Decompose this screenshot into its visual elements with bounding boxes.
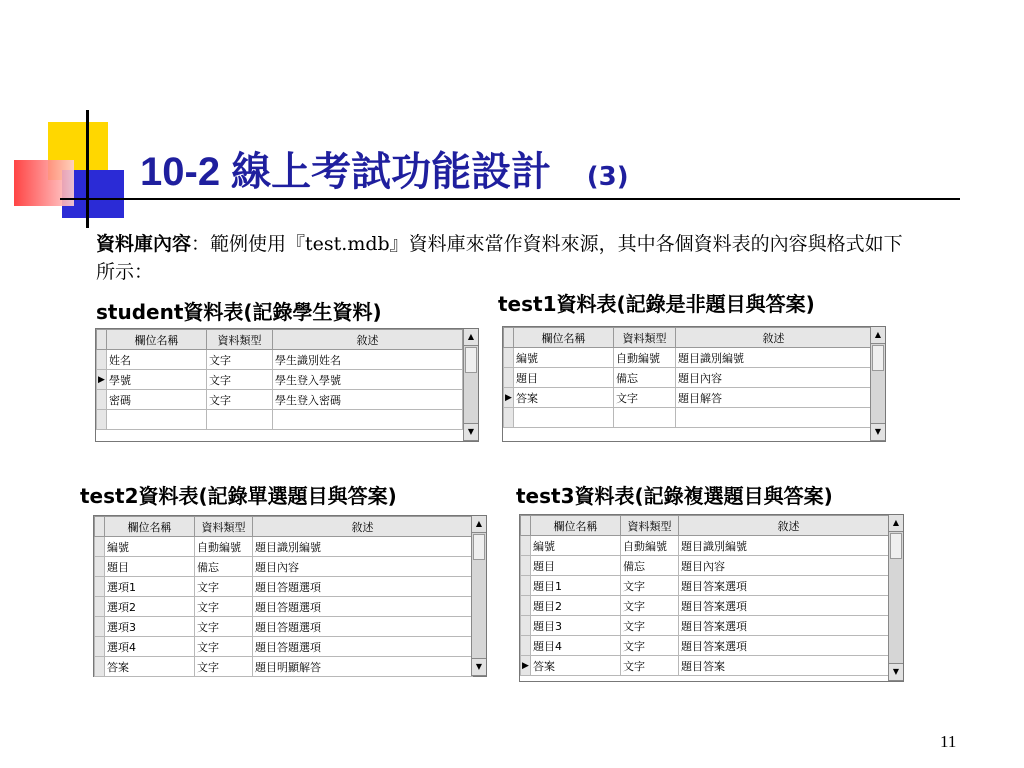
column-header[interactable]: 資料類型 — [195, 517, 253, 537]
table-row[interactable] — [95, 617, 473, 637]
column-header[interactable]: 欄位名稱 — [531, 516, 621, 536]
table-row[interactable] — [521, 616, 899, 636]
table-row[interactable] — [521, 556, 899, 576]
table-cell[interactable]: 文字 — [621, 636, 679, 656]
table-row[interactable] — [521, 576, 899, 596]
row-selector[interactable] — [97, 350, 107, 370]
table-cell[interactable]: 題目 — [531, 556, 621, 576]
column-header[interactable]: 欄位名稱 — [107, 330, 207, 350]
table-cell[interactable]: 題目答題選項 — [253, 637, 473, 657]
table-cell[interactable]: 學號 — [107, 370, 207, 390]
table-cell[interactable]: 文字 — [207, 350, 273, 370]
table-cell[interactable]: 文字 — [621, 656, 679, 676]
scroll-up-icon[interactable]: ▲ — [889, 515, 903, 532]
row-selector[interactable] — [521, 656, 531, 676]
table-cell[interactable]: 自動編號 — [195, 537, 253, 557]
caption-test2: test2資料表(記錄單選題目與答案) — [80, 484, 397, 508]
vertical-scrollbar[interactable] — [471, 516, 486, 676]
scroll-down-icon[interactable]: ▼ — [472, 658, 486, 676]
table-row[interactable] — [95, 657, 473, 677]
column-header[interactable]: 敘述 — [253, 517, 473, 537]
table-row[interactable] — [95, 537, 473, 557]
table-cell[interactable]: 題目1 — [531, 576, 621, 596]
page-number: 11 — [940, 732, 957, 751]
column-header[interactable]: 敘述 — [676, 328, 872, 348]
scroll-down-icon[interactable]: ▼ — [464, 423, 478, 441]
table-cell[interactable] — [207, 410, 273, 430]
table-cell[interactable]: 題目3 — [531, 616, 621, 636]
table-row[interactable] — [97, 370, 463, 390]
row-selector[interactable] — [95, 557, 105, 577]
table-cell[interactable] — [514, 408, 614, 428]
table-cell[interactable]: 題目識別編號 — [676, 348, 872, 368]
row-selector[interactable] — [504, 408, 514, 428]
intro-paragraph — [96, 230, 916, 286]
scroll-down-icon[interactable]: ▼ — [871, 423, 885, 441]
row-selector[interactable] — [95, 577, 105, 597]
table-cell[interactable]: 編號 — [514, 348, 614, 368]
scroll-down-icon[interactable]: ▼ — [889, 663, 903, 681]
column-header[interactable]: 資料類型 — [614, 328, 676, 348]
table-cell[interactable]: 選項3 — [105, 617, 195, 637]
table-cell[interactable]: 密碼 — [107, 390, 207, 410]
table-row[interactable] — [504, 368, 872, 388]
row-selector[interactable] — [521, 536, 531, 556]
table-cell[interactable]: 文字 — [614, 388, 676, 408]
table-cell[interactable]: 姓名 — [107, 350, 207, 370]
scroll-up-icon[interactable]: ▲ — [464, 329, 478, 346]
table-cell[interactable]: 題目識別編號 — [253, 537, 473, 557]
table-cell[interactable]: 題目答案選項 — [679, 576, 899, 596]
caption-test1: test1資料表(記錄是非題目與答案) — [498, 292, 815, 316]
table-cell[interactable]: 編號 — [105, 537, 195, 557]
table-cell[interactable]: 題目內容 — [676, 368, 872, 388]
row-selector[interactable] — [95, 617, 105, 637]
row-selector[interactable] — [521, 636, 531, 656]
table-cell[interactable]: 題目2 — [531, 596, 621, 616]
table-cell[interactable]: 自動編號 — [621, 536, 679, 556]
caption-test3: test3資料表(記錄複選題目與答案) — [516, 484, 833, 508]
table-cell[interactable]: 題目明顯解答 — [253, 657, 473, 677]
table-cell[interactable]: 文字 — [207, 370, 273, 390]
table-cell[interactable]: 答案 — [531, 656, 621, 676]
row-selector[interactable] — [504, 388, 514, 408]
table-cell[interactable]: 文字 — [207, 390, 273, 410]
table-cell[interactable]: 題目答題選項 — [253, 597, 473, 617]
table-row[interactable] — [97, 390, 463, 410]
table-row[interactable] — [95, 637, 473, 657]
table-row[interactable] — [504, 388, 872, 408]
table-row[interactable] — [504, 408, 872, 428]
table-cell[interactable]: 文字 — [195, 597, 253, 617]
table-row[interactable] — [521, 536, 899, 556]
table-cell[interactable]: 題目識別編號 — [679, 536, 899, 556]
row-selector[interactable] — [95, 657, 105, 677]
row-selector-header — [521, 516, 531, 536]
table-cell[interactable] — [614, 408, 676, 428]
column-header[interactable]: 敘述 — [273, 330, 463, 350]
table-row[interactable] — [521, 596, 899, 616]
table-row[interactable] — [95, 597, 473, 617]
table-cell[interactable] — [676, 408, 872, 428]
table-cell[interactable]: 題目解答 — [676, 388, 872, 408]
table-cell[interactable] — [107, 410, 207, 430]
table-cell[interactable]: 學生識別姓名 — [273, 350, 463, 370]
row-selector[interactable] — [521, 576, 531, 596]
title-main: 10-2 線上考試功能設計 — [140, 150, 552, 194]
table-cell[interactable]: 選項2 — [105, 597, 195, 617]
test1-table — [502, 326, 886, 442]
scroll-thumb[interactable] — [473, 534, 485, 560]
table-cell[interactable]: 題目 — [514, 368, 614, 388]
column-header[interactable]: 資料類型 — [621, 516, 679, 536]
table-cell[interactable]: 題目4 — [531, 636, 621, 656]
table-cell[interactable]: 文字 — [621, 616, 679, 636]
scroll-thumb[interactable] — [872, 345, 884, 371]
student-table — [95, 328, 479, 442]
table-cell[interactable]: 題目答題選項 — [253, 617, 473, 637]
table-cell[interactable]: 備忘 — [195, 557, 253, 577]
table-cell[interactable] — [273, 410, 463, 430]
table-cell[interactable]: 題目答案 — [679, 656, 899, 676]
row-selector[interactable] — [521, 556, 531, 576]
row-selector[interactable] — [97, 370, 107, 390]
logo-vertical-line — [86, 110, 89, 228]
scroll-thumb[interactable] — [465, 347, 477, 373]
row-selector[interactable] — [97, 390, 107, 410]
table-cell[interactable]: 文字 — [621, 596, 679, 616]
title-rule — [60, 198, 960, 200]
table-cell[interactable]: 學生登入密碼 — [273, 390, 463, 410]
row-selector-header — [97, 330, 107, 350]
table-row[interactable] — [97, 350, 463, 370]
table-cell[interactable]: 題目答題選項 — [253, 577, 473, 597]
table-cell[interactable]: 文字 — [195, 637, 253, 657]
table-cell[interactable]: 題目內容 — [253, 557, 473, 577]
table-cell[interactable]: 文字 — [195, 617, 253, 637]
table-cell[interactable]: 選項4 — [105, 637, 195, 657]
table-row[interactable] — [97, 410, 463, 430]
row-selector[interactable] — [97, 410, 107, 430]
column-header[interactable]: 敘述 — [679, 516, 899, 536]
caption-student: student資料表(記錄學生資料) — [96, 300, 382, 324]
table-cell[interactable]: 文字 — [621, 576, 679, 596]
table-cell[interactable]: 答案 — [105, 657, 195, 677]
table-cell[interactable]: 題目答案選項 — [679, 636, 899, 656]
row-selector[interactable] — [504, 348, 514, 368]
current-row-icon: ▶ — [505, 392, 512, 403]
intro-text: ：範例使用『test.mdb』資料庫來當作資料來源，其中各個資料表的內容與格式如下所示： — [96, 233, 903, 283]
current-row-icon: ▶ — [522, 660, 529, 671]
table-cell[interactable]: 編號 — [531, 536, 621, 556]
table-cell[interactable]: 文字 — [195, 577, 253, 597]
scroll-up-icon[interactable]: ▲ — [472, 516, 486, 533]
vertical-scrollbar[interactable] — [463, 329, 478, 441]
table-cell[interactable]: 備忘 — [621, 556, 679, 576]
row-selector-header — [504, 328, 514, 348]
table-row[interactable] — [521, 656, 899, 676]
page-title — [140, 140, 629, 197]
table-cell[interactable]: 備忘 — [614, 368, 676, 388]
row-selector[interactable] — [504, 368, 514, 388]
table-row[interactable] — [521, 636, 899, 656]
table-cell[interactable]: 題目 — [105, 557, 195, 577]
table-row[interactable] — [95, 577, 473, 597]
table-cell[interactable]: 題目答案選項 — [679, 616, 899, 636]
title-part: (3) — [586, 162, 629, 192]
row-selector-header — [95, 517, 105, 537]
table-cell[interactable]: 題目答案選項 — [679, 596, 899, 616]
scroll-up-icon[interactable]: ▲ — [871, 327, 885, 344]
intro-label: 資料庫內容 — [96, 233, 192, 255]
scroll-thumb[interactable] — [890, 533, 902, 559]
table-cell[interactable]: 答案 — [514, 388, 614, 408]
test3-table — [519, 514, 904, 682]
current-row-icon: ▶ — [98, 374, 105, 385]
table-cell[interactable]: 題目內容 — [679, 556, 899, 576]
row-selector[interactable] — [521, 596, 531, 616]
column-header[interactable]: 資料類型 — [207, 330, 273, 350]
table-cell[interactable]: 自動編號 — [614, 348, 676, 368]
row-selector[interactable] — [95, 637, 105, 657]
test2-table — [93, 515, 487, 677]
table-cell[interactable]: 選項1 — [105, 577, 195, 597]
vertical-scrollbar[interactable] — [888, 515, 903, 681]
row-selector[interactable] — [95, 597, 105, 617]
column-header[interactable]: 欄位名稱 — [514, 328, 614, 348]
row-selector[interactable] — [521, 616, 531, 636]
row-selector[interactable] — [95, 537, 105, 557]
vertical-scrollbar[interactable] — [870, 327, 885, 441]
table-row[interactable] — [504, 348, 872, 368]
column-header[interactable]: 欄位名稱 — [105, 517, 195, 537]
table-row[interactable] — [95, 557, 473, 577]
table-cell[interactable]: 學生登入學號 — [273, 370, 463, 390]
table-cell[interactable]: 文字 — [195, 657, 253, 677]
